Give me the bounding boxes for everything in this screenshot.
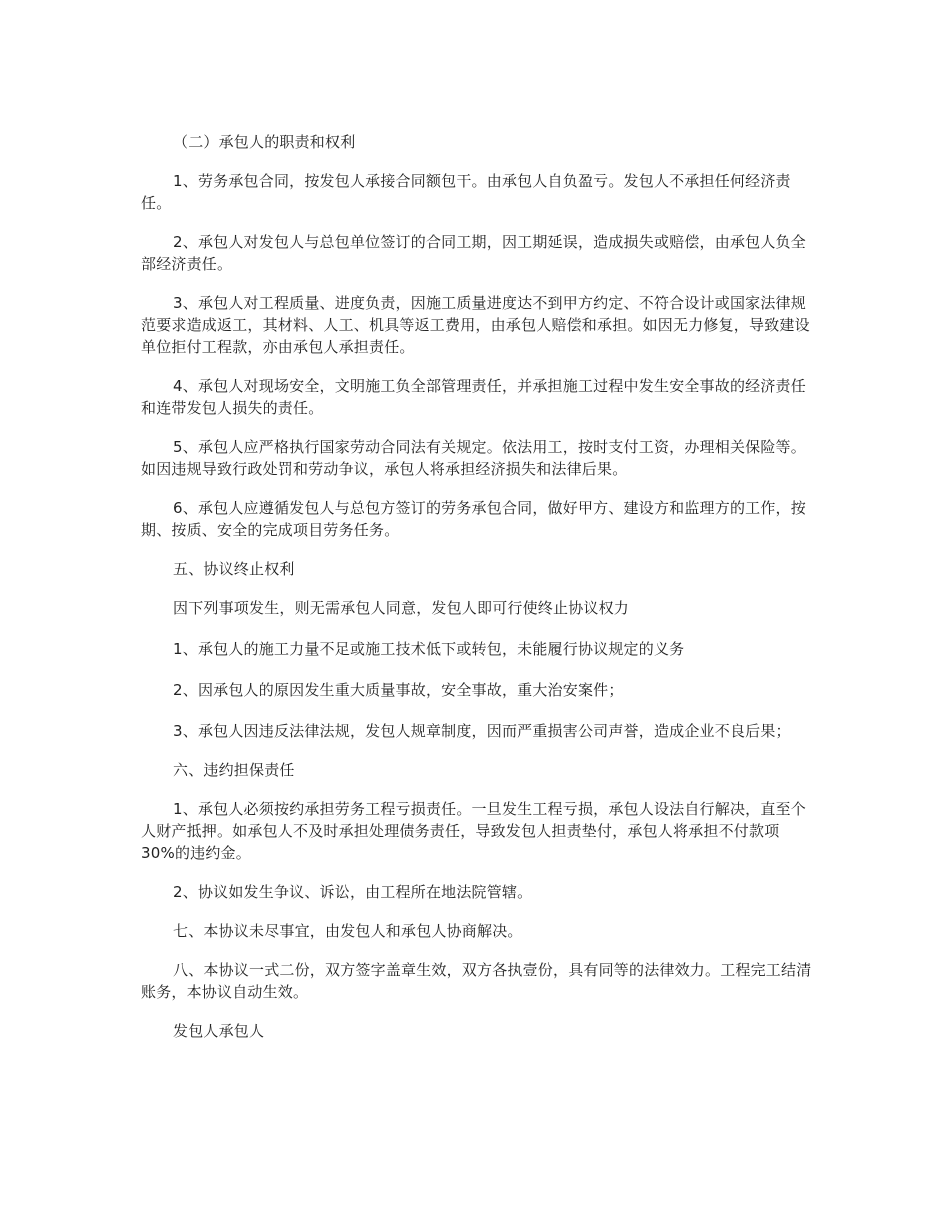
clause-paragraph: 4、承包人对现场安全，文明施工负全部管理责任，并承担施工过程中发生安全事故的经济责任和连带发包人损失的责任。 <box>141 377 806 417</box>
clause-paragraph: 1、承包人必须按约承担劳务工程亏损责任。一旦发生工程亏损，承包人设法自行解决，直至个人财产抵押。如承包人不及时承担处理债务责任，导致发包人担责垫付，承包人将承担不付款项30%的违约金。 <box>141 800 806 862</box>
document-body <box>141 131 813 1059</box>
section-heading: 八、本协议一式二份，双方签字盖章生效，双方各执壹份，具有同等的法律效力。工程完工结清账务，本协议自动生效。 <box>141 961 812 1001</box>
clause-paragraph: 2、承包人对发包人与总包单位签订的合同工期，因工期延误，造成损失或赔偿，由承包人负全部经济责任。 <box>141 233 806 273</box>
clause-paragraph: 2、协议如发生争议、诉讼，由工程所在地法院管辖。 <box>173 883 533 901</box>
section-heading: 六、违约担保责任 <box>173 761 295 779</box>
clause-paragraph: 3、承包人因违反法律法规，发包人规章制度，因而严重损害公司声誉，造成企业不良后果； <box>173 722 791 740</box>
section-heading: （二）承包人的职责和权利 <box>173 133 356 151</box>
clause-paragraph: 5、承包人应严格执行国家劳动合同法有关规定。依法用工，按时支付工资，办理相关保险等。如因违规导致行政处罚和劳动争议，承包人将承担经济损失和法律后果。 <box>141 438 806 478</box>
clause-paragraph: 2、因承包人的原因发生重大质量事故，安全事故，重大治安案件； <box>173 681 624 699</box>
clause-paragraph: 6、承包人应遵循发包人与总包方签订的劳务承包合同，做好甲方、建设方和监理方的工作，按期、按质、安全的完成项目劳务任务。 <box>141 499 806 539</box>
section-heading: 五、协议终止权利 <box>173 560 295 578</box>
signature-line: 发包人承包人 <box>173 1022 265 1040</box>
clause-paragraph: 1、劳务承包合同，按发包人承接合同额包干。由承包人自负盈亏。发包人不承担任何经济责任。 <box>141 172 791 212</box>
clause-paragraph: 因下列事项发生，则无需承包人同意，发包人即可行使终止协议权力 <box>173 599 630 617</box>
clause-paragraph: 3、承包人对工程质量、进度负责，因施工质量进度达不到甲方约定、不符合设计或国家法律规范要求造成返工，其材料、人工、机具等返工费用，由承包人赔偿和承担。如因无力修复，导致建设单位拒付工程款，亦由承包人承担责任。 <box>141 294 810 356</box>
section-heading: 七、本协议未尽事宜，由发包人和承包人协商解决。 <box>173 922 523 940</box>
clause-paragraph: 1、承包人的施工力量不足或施工技术低下或转包，未能履行协议规定的义务 <box>173 640 685 658</box>
